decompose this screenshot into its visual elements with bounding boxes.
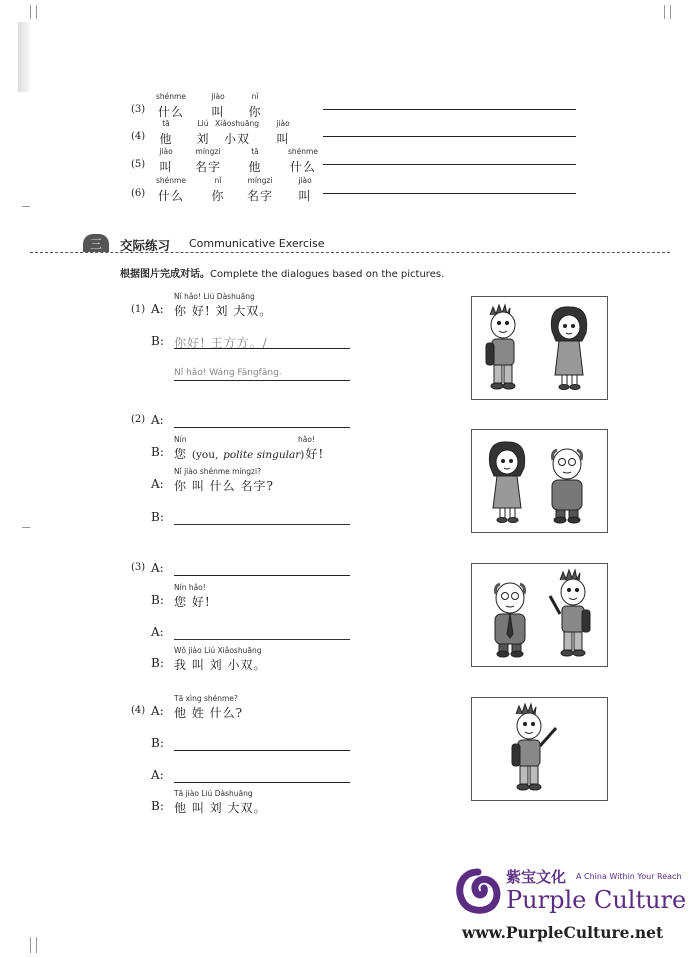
reorder-word-hanzi: 名字 bbox=[194, 160, 222, 174]
binding-shadow bbox=[18, 22, 30, 92]
boy-figure bbox=[512, 704, 556, 790]
dialogue-1-a-label: A: bbox=[151, 302, 164, 316]
reorder-word-hanzi: 什么 bbox=[157, 189, 185, 203]
reorder-answer-line[interactable] bbox=[323, 164, 576, 165]
section-badge-label: 三 bbox=[89, 237, 102, 251]
dialogue-2-a2-text: 你 叫 什么 名字? bbox=[174, 479, 274, 493]
reorder-item-number: (3) bbox=[131, 104, 146, 115]
dialogue-2-a2-pinyin: Nǐ jiào shénme míngzi? bbox=[174, 467, 262, 476]
dialogue-4-a2-answer-line[interactable] bbox=[174, 782, 350, 783]
instruction bbox=[120, 265, 444, 280]
reorder-word-hanzi: 你 bbox=[211, 189, 225, 203]
crop-mark bbox=[22, 527, 30, 528]
reorder-word-pinyin: jiào bbox=[159, 147, 173, 156]
dialogue-3-number: (3) bbox=[131, 562, 146, 573]
reorder-word-hanzi: 叫 bbox=[211, 105, 225, 119]
crop-mark bbox=[670, 5, 671, 19]
dialogue-2-b-label: B: bbox=[151, 445, 164, 459]
dialogue-2-b2-answer-line[interactable] bbox=[174, 524, 350, 525]
reorder-word-pinyin: tā bbox=[251, 147, 259, 156]
instruction-cn: 根据图片完成对话。 bbox=[120, 269, 210, 280]
dialogue-4-b2-label: B: bbox=[151, 799, 164, 813]
dialogue-2-b-hz-2: 好! bbox=[305, 447, 325, 461]
dialogue-2-b-paren-open: (you, bbox=[191, 449, 219, 461]
dialogue-1-b-answer: 你好! 王方方。/ bbox=[174, 336, 268, 350]
crop-mark bbox=[22, 206, 30, 207]
dialogue-3-a-answer-line[interactable] bbox=[174, 575, 350, 576]
dialogue-3-b-text: 您 好! bbox=[174, 595, 211, 609]
dialogue-2-b-pinyin-1: Nín bbox=[174, 435, 187, 444]
girl-figure bbox=[489, 442, 524, 523]
reorder-word-pinyin: míngzi bbox=[195, 147, 221, 156]
picture-2 bbox=[471, 429, 608, 533]
man-figure bbox=[552, 449, 582, 523]
dialogue-2-b2-label: B: bbox=[151, 510, 164, 524]
dialogue-2-b-pinyin-2: hǎo! bbox=[298, 435, 315, 444]
dialogue-2-b-paren-close: ) bbox=[300, 449, 306, 461]
reorder-item-number: (6) bbox=[131, 188, 146, 199]
dialogue-1-b-label: B: bbox=[151, 334, 164, 348]
picture-3 bbox=[471, 563, 608, 667]
section-title-en: Communicative Exercise bbox=[189, 237, 325, 250]
crop-mark bbox=[30, 937, 31, 953]
boy-figure bbox=[550, 570, 590, 656]
reorder-word-pinyin: míngzi bbox=[247, 176, 273, 185]
dialogue-4-a-text: 他 姓 什么? bbox=[174, 706, 244, 720]
watermark-logo-icon bbox=[452, 866, 504, 918]
reorder-answer-line[interactable] bbox=[323, 109, 576, 110]
picture-4 bbox=[471, 697, 608, 801]
reorder-word-hanzi: 他 bbox=[248, 160, 262, 174]
dialogue-3-a-label: A: bbox=[151, 561, 164, 575]
crop-mark bbox=[664, 5, 665, 19]
dialogue-2-number: (2) bbox=[131, 414, 146, 425]
dialogue-4-a-pinyin: Tā xìng shénme? bbox=[174, 694, 238, 703]
dialogue-4-a2-label: A: bbox=[151, 768, 164, 782]
crop-mark bbox=[30, 5, 31, 19]
dialogue-2-a2-label: A: bbox=[151, 477, 164, 491]
crop-mark bbox=[36, 5, 37, 19]
reorder-answer-line[interactable] bbox=[323, 136, 576, 137]
reorder-word-hanzi: 叫 bbox=[298, 189, 312, 203]
boy-figure bbox=[486, 305, 515, 389]
dialogue-4-b2-pinyin: Tā jiào Liú Dàshuāng bbox=[174, 789, 253, 798]
reorder-answer-line[interactable] bbox=[323, 193, 576, 194]
dialogue-2-b-hz-1: 您 bbox=[174, 447, 188, 461]
section-title-cn: 交际练习 bbox=[120, 238, 171, 253]
dialogue-3-b-label: B: bbox=[151, 593, 164, 607]
dialogue-1-b-answer-line[interactable] bbox=[174, 348, 350, 349]
reorder-word-hanzi: 什么 bbox=[289, 160, 317, 174]
reorder-word-pinyin: shénme bbox=[156, 92, 186, 101]
dialogue-1-b-answer-pinyin: Nǐ hǎo! Wáng Fāngfāng. bbox=[174, 368, 282, 378]
reorder-word-pinyin: tā bbox=[162, 119, 170, 128]
reorder-item-number: (4) bbox=[131, 131, 146, 142]
section-badge bbox=[83, 234, 109, 252]
reorder-word-pinyin: shénme bbox=[156, 176, 186, 185]
reorder-word-hanzi: 什么 bbox=[157, 105, 185, 119]
dialogue-2-b-paren-em: polite singular bbox=[223, 449, 301, 461]
reorder-word-hanzi: 刘 bbox=[196, 132, 210, 146]
reorder-word-pinyin: jiào bbox=[211, 92, 225, 101]
crop-mark bbox=[36, 937, 37, 953]
reorder-word-pinyin: jiào bbox=[276, 119, 290, 128]
dialogue-2-a-label: A: bbox=[151, 413, 164, 427]
reorder-word-pinyin: Liú bbox=[197, 119, 209, 128]
reorder-word-hanzi: 名字 bbox=[246, 189, 274, 203]
dialogue-4-a-label: A: bbox=[151, 704, 164, 718]
reorder-word-hanzi: 小双 bbox=[223, 132, 251, 146]
reorder-word-hanzi: 叫 bbox=[276, 132, 290, 146]
dialogue-4-b2-text: 他 叫 刘 大双。 bbox=[174, 801, 267, 815]
dialogue-4-b-label: B: bbox=[151, 736, 164, 750]
dialogue-4-b-answer-line[interactable] bbox=[174, 750, 350, 751]
reorder-item-number: (5) bbox=[131, 159, 146, 170]
picture-1 bbox=[471, 296, 608, 400]
reorder-word-pinyin: nǐ bbox=[214, 176, 222, 185]
reorder-word-hanzi: 叫 bbox=[159, 160, 173, 174]
dialogue-2-a-answer-line[interactable] bbox=[174, 427, 350, 428]
dialogue-4-number: (4) bbox=[131, 705, 146, 716]
girl-figure bbox=[551, 307, 586, 390]
watermark-brand: Purple Culture bbox=[506, 886, 687, 914]
watermark-url: www.PurpleCulture.net bbox=[462, 923, 664, 942]
reorder-word-hanzi: 他 bbox=[159, 132, 173, 146]
reorder-word-pinyin: shénme bbox=[288, 147, 318, 156]
dialogue-3-a2-label: A: bbox=[151, 625, 164, 639]
dialogue-3-b-pinyin: Nín hǎo! bbox=[174, 583, 206, 592]
dialogue-3-b2-label: B: bbox=[151, 656, 164, 670]
dialogue-3-b2-text: 我 叫 刘 小双。 bbox=[174, 658, 267, 672]
man-figure bbox=[495, 583, 525, 657]
dialogue-2-b-text bbox=[174, 445, 324, 462]
reorder-word-pinyin: Xiǎoshuāng bbox=[215, 119, 259, 128]
watermark-cn: 紫宝文化 bbox=[506, 868, 567, 886]
reorder-word-pinyin: nǐ bbox=[251, 92, 259, 101]
watermark-tagline: A China Within Your Reach bbox=[576, 872, 682, 881]
dialogue-1-a-text: 你 好! 刘 大双。 bbox=[174, 304, 273, 318]
instruction-en: Complete the dialogues based on the pictures. bbox=[210, 269, 445, 280]
dialogue-1-number: (1) bbox=[131, 304, 146, 315]
watermark bbox=[452, 862, 692, 947]
reorder-word-hanzi: 你 bbox=[248, 105, 262, 119]
dialogue-3-b2-pinyin: Wǒ jiào Liú Xiǎoshuāng bbox=[174, 646, 262, 655]
reorder-word-pinyin: jiào bbox=[298, 176, 312, 185]
dialogue-1-a-pinyin: Nǐ hǎo! Liú Dàshuāng bbox=[174, 292, 255, 301]
dialogue-3-a2-answer-line[interactable] bbox=[174, 639, 350, 640]
dialogue-1-pinyin-line[interactable] bbox=[174, 380, 350, 381]
